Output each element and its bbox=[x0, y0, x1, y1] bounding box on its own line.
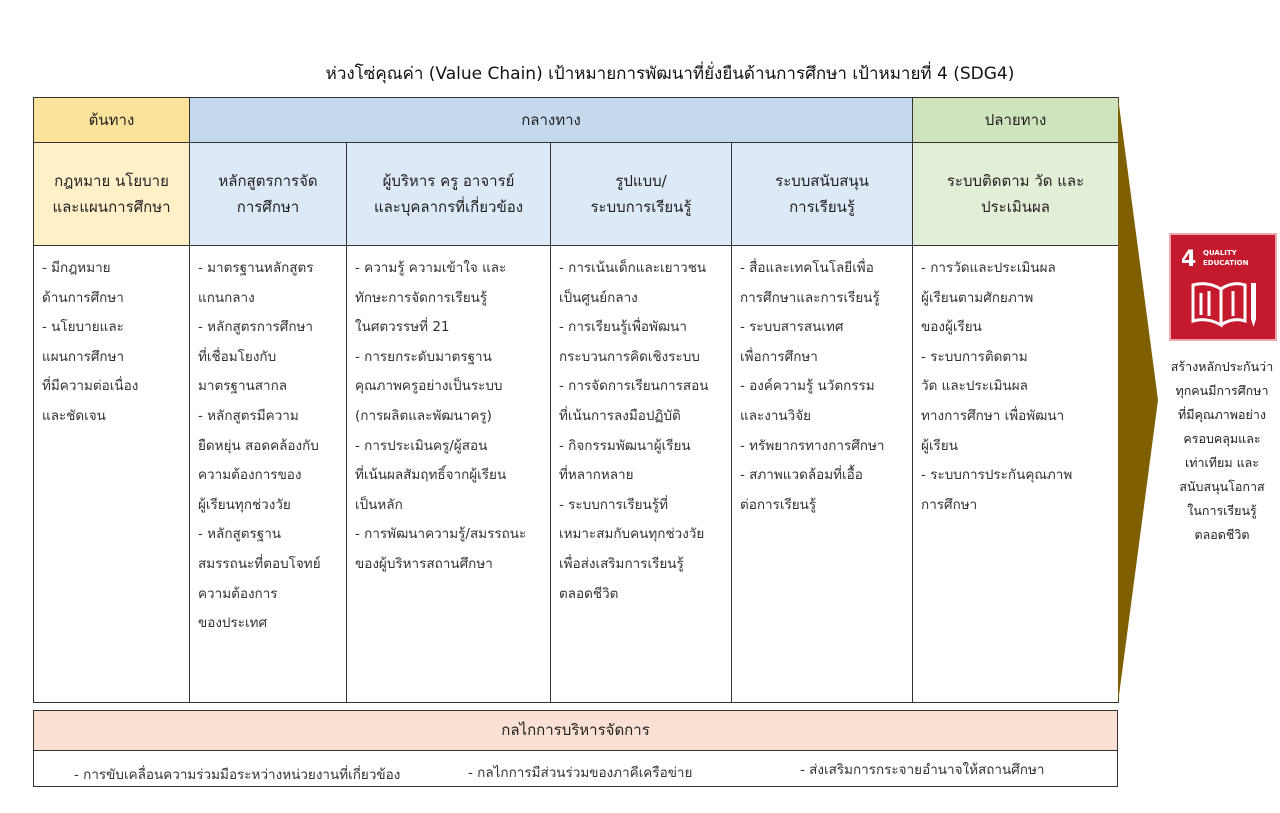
chain-arrow-icon bbox=[1118, 97, 1158, 703]
sdg-label: QUALITY EDUCATION bbox=[1203, 249, 1249, 267]
column-item-line: ที่หลากหลาย bbox=[559, 467, 634, 484]
column-item-line: ผู้เรียนทุกช่วงวัย bbox=[198, 496, 291, 513]
sdg4-badge bbox=[1169, 233, 1277, 341]
column-item-line: ความต้องการ bbox=[198, 585, 278, 602]
column-header-personnel: ผู้บริหาร ครู อาจารย์ และบุคลากรที่เกี่ยวข้อง bbox=[347, 143, 551, 246]
column-item-line: ของประเทศ bbox=[198, 615, 268, 632]
column-item-line: เหมาะสมกับคนทุกช่วงวัย bbox=[559, 526, 705, 543]
column-item-line: ด้านการศึกษา bbox=[42, 289, 124, 306]
column-item-line: - การวัดและประเมินผล bbox=[921, 260, 1056, 276]
value-chain-table bbox=[33, 97, 1119, 703]
column-item-line: - การเรียนรู้เพื่อพัฒนา bbox=[559, 319, 687, 336]
column-body-learning-system bbox=[551, 246, 732, 703]
column-body-evaluation bbox=[913, 246, 1119, 703]
column-item-line: วัด และประเมินผล bbox=[921, 378, 1028, 395]
management-item: - กลไกการมีส่วนร่วมของภาคีเครือข่าย bbox=[468, 765, 693, 781]
management-item: - การขับเคลื่อนความร่วมมือระหว่างหน่วยงานที่เกี่ยวข้อง bbox=[74, 767, 401, 783]
column-item-line: - หลักสูตรการศึกษา bbox=[198, 319, 313, 336]
column-item-line: - ระบบการเรียนรู้ที่ bbox=[559, 496, 668, 513]
column-item-line: - การจัดการเรียนการสอน bbox=[559, 378, 709, 395]
sdg4-goal-text: สร้างหลักประกันว่า ทุกคนมีการศึกษา ที่มีคุณภาพอย่าง ครอบคลุมและ เท่าเทียม และ สนับสนุนโอกาส ในการเรียนรู้ ตลอดชีวิต bbox=[1170, 359, 1274, 542]
column-item-line: เป็นศูนย์กลาง bbox=[559, 289, 638, 306]
column-header-evaluation: ระบบติดตาม วัด และ ประเมินผล bbox=[913, 143, 1119, 246]
column-item-line: และชัดเจน bbox=[42, 407, 106, 424]
column-header-law-policy: กฎหมาย นโยบาย และแผนการศึกษา bbox=[34, 143, 190, 246]
column-item-line: - การพัฒนาความรู้/สมรรถนะ bbox=[355, 526, 527, 543]
column-item-line: ของผู้บริหารสถานศึกษา bbox=[355, 555, 493, 572]
column-item-line: ที่มีความต่อเนื่อง bbox=[42, 378, 139, 395]
column-item-line: และงานวิจัย bbox=[740, 407, 812, 424]
column-item-line: แกนกลาง bbox=[198, 289, 255, 306]
column-item-line: - กิจกรรมพัฒนาผู้เรียน bbox=[559, 437, 691, 454]
column-item-line: - ความรู้ ความเข้าใจ และ bbox=[355, 260, 507, 276]
column-item-line: - มีกฎหมาย bbox=[42, 260, 111, 276]
sdg-number: 4 bbox=[1181, 247, 1197, 272]
column-header-learning-system: รูปแบบ/ ระบบการเรียนรู้ bbox=[551, 143, 732, 246]
management-item: - ส่งเสริมการกระจายอำนาจให้สถานศึกษา bbox=[800, 762, 1045, 778]
column-body-law-policy bbox=[34, 246, 190, 703]
column-item-line: - มาตรฐานหลักสูตร bbox=[198, 260, 314, 276]
column-item-line: ที่เน้นผลสัมฤทธิ์จากผู้เรียน bbox=[355, 467, 507, 484]
column-item-line: (การผลิตและพัฒนาครู) bbox=[355, 407, 492, 424]
column-body-personnel bbox=[347, 246, 551, 703]
page-title: ห่วงโซ่คุณค่า (Value Chain) เป้าหมายการพัฒนาที่ยั่งยืนด้านการศึกษา เป้าหมายที่ 4 (SDG4) bbox=[325, 64, 1015, 84]
column-item-line: - นโยบายและ bbox=[42, 319, 124, 336]
column-item-line: - ทรัพยากรทางการศึกษา bbox=[740, 437, 885, 454]
column-header-curriculum: หลักสูตรการจัด การศึกษา bbox=[190, 143, 347, 246]
column-body-support-system bbox=[732, 246, 913, 703]
column-header-support-system: ระบบสนับสนุน การเรียนรู้ bbox=[732, 143, 913, 246]
column-item-line: - สื่อและเทคโนโลยีเพื่อ bbox=[740, 260, 874, 276]
column-item-line: ต่อการเรียนรู้ bbox=[740, 496, 817, 513]
column-item-line: ที่เน้นการลงมือปฏิบัติ bbox=[559, 407, 681, 424]
column-item-line: - หลักสูตรฐาน bbox=[198, 526, 282, 543]
section-midstream: กลางทาง bbox=[190, 98, 913, 143]
column-item-line: - ระบบสารสนเทศ bbox=[740, 319, 844, 336]
column-item-line: - หลักสูตรมีความ bbox=[198, 407, 299, 424]
column-item-line: - องค์ความรู้ นวัตกรรม bbox=[740, 378, 875, 395]
column-item-line: การศึกษาและการเรียนรู้ bbox=[740, 289, 880, 306]
column-item-line: ทางการศึกษา เพื่อพัฒนา bbox=[921, 407, 1065, 424]
column-item-line: เป็นหลัก bbox=[355, 496, 403, 513]
column-item-line: ตลอดชีวิต bbox=[559, 585, 619, 602]
column-item-line: - การยกระดับมาตรฐาน bbox=[355, 348, 492, 365]
column-item-line: กระบวนการคิดเชิงระบบ bbox=[559, 348, 700, 365]
column-item-line: ทักษะการจัดการเรียนรู้ bbox=[355, 289, 488, 306]
column-item-line: คุณภาพครูอย่างเป็นระบบ bbox=[355, 378, 503, 395]
column-item-line: มาตรฐานสากล bbox=[198, 378, 288, 395]
column-item-line: การศึกษา bbox=[921, 496, 978, 513]
management-mechanism-box bbox=[33, 710, 1118, 787]
column-item-line: ในศตวรรษที่ 21 bbox=[355, 319, 450, 336]
column-item-line: ของผู้เรียน bbox=[921, 319, 982, 336]
column-item-line: สมรรถนะที่ตอบโจทย์ bbox=[198, 555, 321, 572]
column-item-line: แผนการศึกษา bbox=[42, 348, 125, 365]
column-item-line: ที่เชื่อมโยงกับ bbox=[198, 348, 277, 365]
book-pencil-icon bbox=[1189, 279, 1259, 331]
column-item-line: - สภาพแวดล้อมที่เอื้อ bbox=[740, 467, 863, 484]
management-header: กลไกการบริหารจัดการ bbox=[34, 711, 1117, 751]
section-downstream: ปลายทาง bbox=[913, 98, 1119, 143]
column-item-line: ยืดหยุ่น สอดคล้องกับ bbox=[198, 437, 319, 454]
column-body-curriculum bbox=[190, 246, 347, 703]
column-item-line: ผู้เรียน bbox=[921, 437, 958, 454]
column-item-line: - การเน้นเด็กและเยาวชน bbox=[559, 260, 707, 276]
column-item-line: - ระบบการประกันคุณภาพ bbox=[921, 467, 1073, 484]
section-upstream: ต้นทาง bbox=[34, 98, 190, 143]
column-item-line: เพื่อการศึกษา bbox=[740, 348, 818, 365]
column-item-line: - การประเมินครู/ผู้สอน bbox=[355, 437, 488, 454]
column-item-line: เพื่อส่งเสริมการเรียนรู้ bbox=[559, 555, 684, 572]
column-item-line: ความต้องการของ bbox=[198, 467, 302, 484]
column-item-line: - ระบบการติดตาม bbox=[921, 348, 1028, 365]
column-item-line: ผู้เรียนตามศักยภาพ bbox=[921, 289, 1034, 306]
